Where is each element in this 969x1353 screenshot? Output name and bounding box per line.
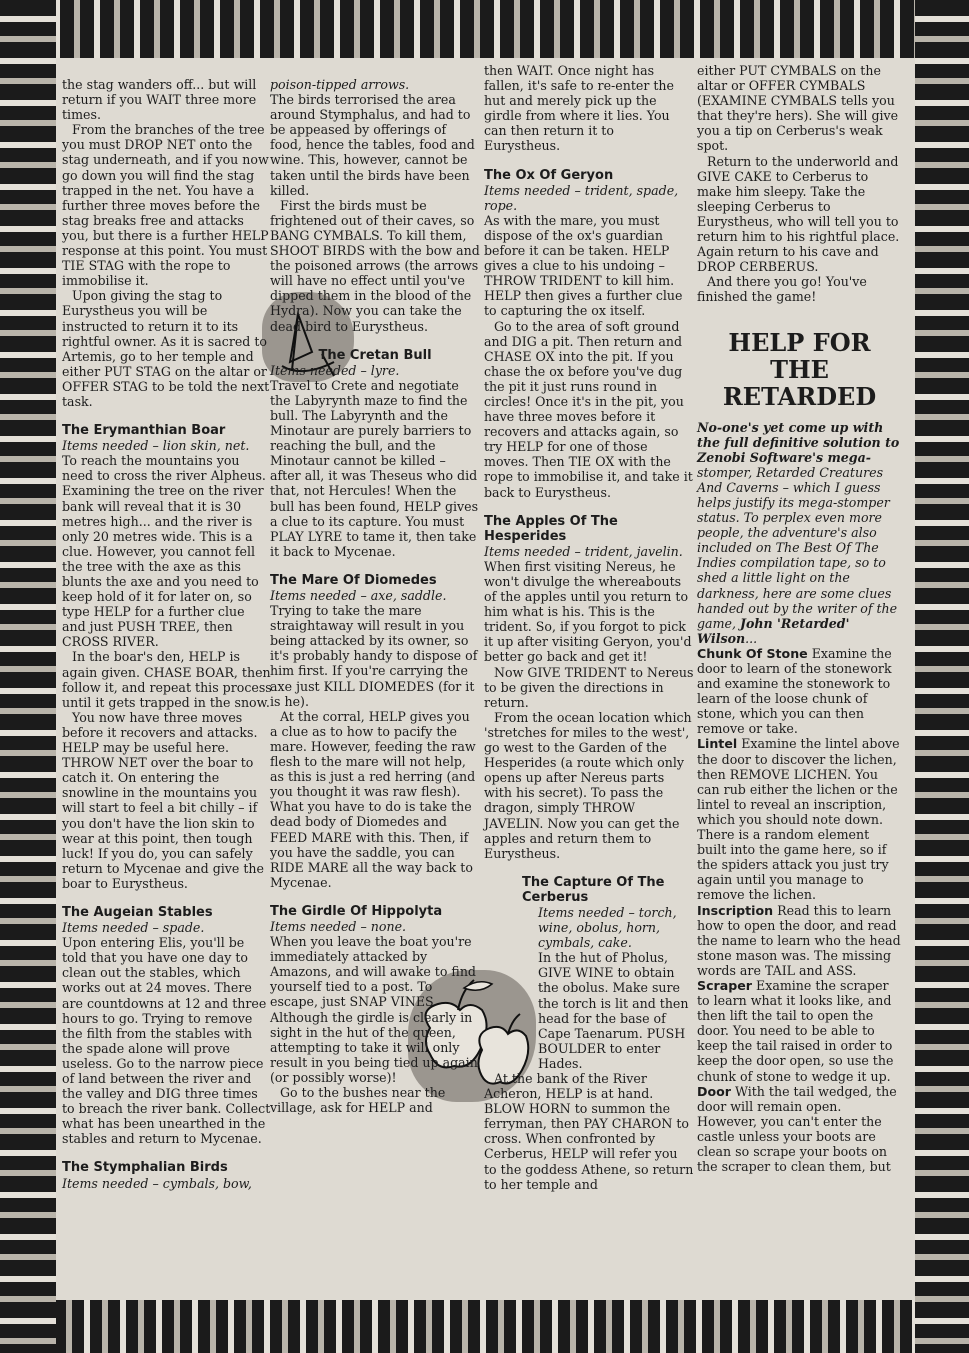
intro-ellipsis: ... xyxy=(745,630,758,646)
intro-paragraph xyxy=(697,420,902,646)
column-3 xyxy=(484,63,694,1192)
paragraph: From the branches of the tree you must DROP NET onto the stag underneath, and if you now go down you will find the stag trapped in the net. You have a further three moves before the stag breaks free and attacks you, but there is a further HELP response at this point. You must TIE STAG with the rope to immobilise it. xyxy=(62,122,269,289)
section-heading-cerberus: The Capture Of The Cerberus xyxy=(522,874,665,905)
paragraph: At the corral, HELP gives you a clue as to how to pacify the mare. However, feeding the raw flesh to the mare will not help, as this is just a red herring (and you thought it was raw flesh). What you have to do is take the dead body of Diomedes and FEED MARE with this. Then, if you have the saddle, you can RIDE MARE all the way back to Mycenae. xyxy=(270,708,476,890)
section-heading-girdle: The Girdle Of Hippolyta xyxy=(270,903,443,919)
paragraph: either PUT CYMBALS on the altar or OFFER CYMBALS (EXAMINE CYMBALS tells you that they're hers). She will give you a tip on Cerberus's weak spot. xyxy=(697,63,899,154)
section-heading-bull: The Cretan Bull xyxy=(318,347,432,363)
paragraph: then WAIT. Once night has fallen, it's safe to re-enter the hut and merely pick up the girdle from where it lies. You can then return it to Eurystheus. xyxy=(484,63,675,154)
paragraph: When first visiting Nereus, he won't divulge the whereabouts of the apples until you return to him what is his. This is the trident. So, if you forgot to pick it up after visiting Geryon, you'd better go back and get it! xyxy=(484,558,692,665)
clue-scraper xyxy=(697,978,902,1084)
clue-lintel xyxy=(697,736,902,902)
paragraph: Go to the area of soft ground and DIG a pit. Then return and CHASE OX into the pit. If you chase the ox before you've dug the pit it just runs round in circles! Once it's in the pit, you have three moves before it recovers and attacks again, so try HELP for one of those moves. Then TIE OX with the rope to immobilise it, and take it back to Eurystheus. xyxy=(484,318,693,500)
paragraph: Now GIVE TRIDENT to Nereus to be given the directions in return. xyxy=(484,664,694,710)
clue-inscription xyxy=(697,903,902,978)
items-needed: poison-tipped arrows. xyxy=(270,77,410,92)
clue-text: With the tail wedged, the door will remain open. However, you can't enter the castle unless your boots are clean so scrape your boots on the scraper to clean them, but xyxy=(697,1083,897,1175)
paragraph: Return to the underworld and GIVE CAKE to Cerberus to make him sleepy. Take the sleeping Cerberus to Eurystheus, who will tell you to return him to his rightful place. Again return to his cave and DROP CERBERUS. xyxy=(697,153,900,275)
decorative-border-top xyxy=(0,0,969,58)
clue-heading: Scraper xyxy=(697,977,753,993)
paragraph: the stag wanders off... but will return if you WAIT three more times. xyxy=(62,77,257,123)
paragraph: Travel to Crete and negotiate the Labyrynth maze to find the bull. The Labyrynth and the Minotaur are purely barriers to reaching the bull, and the Minotaur cannot be killed – after all, it was Theseus who did that, not Hercules! When the bull has been found, HELP gives a clue to its capture. You must PLAY LYRE to tame it, then take it back to Mycenae. xyxy=(270,377,479,559)
intro-author: John 'Retarded' Wilson xyxy=(697,615,850,646)
paragraph: In the hut of Pholus, GIVE WINE to obtain the obolus. Make sure the torch is lit and then head for the base of Cape Taenarum. PUSH BOULDER to enter Hades. xyxy=(538,950,689,1071)
paragraph: As with the mare, you must dispose of the ox's guardian before it can be taken. HELP gives a clue to his undoing – THROW TRIDENT to kill him. HELP then gives a further clue to capturing the ox itself. xyxy=(484,212,683,319)
column-2 xyxy=(270,77,480,1115)
column-1 xyxy=(62,77,272,1191)
items-needed: Items needed – spade. xyxy=(62,920,205,936)
clue-text: Examine the lintel above the door to discover the lichen, then REMOVE LICHEN. You can rub either the lichen or the lintel to reveal an inscription, which you should note down. There is a random element built into the game here, so if the spiders attack you just try again until you manage to remove the lichen. xyxy=(697,736,900,903)
section-heading-boar: The Erymanthian Boar xyxy=(62,423,226,439)
paragraph: You now have three moves before it recovers and attacks. HELP may be useful here. THROW NET over the boar to catch it. On entering the snowline in the mountains you will start to feel a bit chilly – if you don't have the lion skin to wear at this point, then tough luck! If you do, you can safely return to Mycenae and give the boar to Eurystheus. xyxy=(62,709,264,891)
clue-text: Examine the door to learn of the stonework and examine the stonework to learn of the loose chunk of stone, which you can then remove or take. xyxy=(697,645,892,737)
section-heading-ox: The Ox Of Geryon xyxy=(484,167,614,183)
intro-body: stomper, Retarded Creatures And Caverns – which I guess helps justify its mega-stomper status. To perplex even more people, the adventure's also included on The Best Of The Indies compilation tape, so to shed a little light on the darkness, here are some clues handed out by the writer of the game, xyxy=(697,464,898,631)
paragraph: Go to the bushes near the village, ask for HELP and xyxy=(270,1085,446,1116)
items-needed: Items needed – trident, spade, rope. xyxy=(484,182,679,213)
paragraph: Upon giving the stag to Eurystheus you will be instructed to return it to its rightful owner. As it is sacred to Artemis, go to her temple and either PUT STAG on the altar or OFFER STAG to be told the next task. xyxy=(62,288,270,409)
items-needed: Items needed – cymbals, bow, xyxy=(62,1175,252,1191)
decorative-border-bottom xyxy=(0,1300,969,1353)
paragraph: When you leave the boat you're immediately attacked by Amazons, and will awake to find yourself tied to a post. To escape, just SNAP VINES. Although the girdle is clearly in sight in the hut of the queen, attempting to take it will only result in you being tied up again (or possibly worse)! xyxy=(270,934,478,1085)
paragraph: At the bank of the River Acheron, HELP is at hand. BLOW HORN to summon the ferryman, then PAY CHARON to cross. When confronted by Cerberus, HELP will refer you to the goddess Athene, so return to her temple and xyxy=(484,1071,694,1192)
section-heading-apples: The Apples Of The Hesperides xyxy=(484,513,618,544)
column-4 xyxy=(697,63,902,1174)
items-needed: Items needed – torch, wine, obolus, horn, cymbals, cake. xyxy=(538,904,677,951)
paragraph: And there you go! You've finished the game! xyxy=(697,274,867,305)
paragraph: First the birds must be frightened out of their caves, so BANG CYMBALS. To kill them, SHOOT BIRDS with the bow and the poisoned arrows (the arrows will have no effect until you've dipped them in the blood of the Hydra). Now you can take the dead bird to Eurystheus. xyxy=(270,197,480,334)
clue-chunk-of-stone xyxy=(697,646,902,737)
paragraph: Trying to take the mare straightaway will result in you being attacked by its owner, so it's probably handy to dispose of him first. If you're carrying the axe just KILL DIOMEDES (for it is he). xyxy=(270,603,478,709)
intro-bold: No-one's yet come up with the full definitive solution to Zenobi Software's mega- xyxy=(697,419,900,465)
clue-heading: Inscription xyxy=(697,902,774,918)
paragraph: The birds terrorised the area around Stymphalus, and had to be appeased by offerings of food, hence the tables, food and wine. This, however, cannot be taken until the birds have been killed. xyxy=(270,92,475,198)
paragraph: Upon entering Elis, you'll be told that you have one day to clean out the stables, which works out at 24 moves. There are countdowns at 12 and three hours to go. Trying to remove the filth from the stables with the spade alone will prove useless. Go to the narrow piece of land between the river and the valley and DIG three times to breach the river bank. Collect what has been unearthed in the stables and return to Mycenae. xyxy=(62,935,271,1147)
items-needed: Items needed – lyre. xyxy=(270,362,400,378)
clue-text: Examine the scraper to learn what it looks like, and then lift the tail to open the door. You need to be able to keep the tail raised in order to keep the door open, so use the chunk of stone to wedge it up. xyxy=(697,977,894,1084)
clue-heading: Lintel xyxy=(697,736,738,752)
clue-door xyxy=(697,1084,902,1175)
decorative-border-left xyxy=(0,0,56,1353)
feature-title: HELP FOR THE RETARDED xyxy=(722,327,877,411)
paragraph: To reach the mountains you need to cross the river Alpheus. Examining the tree on the river bank will reveal that it is 30 metres high... and the river is only 20 metres wide. This is a clue. However, you cannot fell the tree with the axe as this blunts the axe and you need to keep hold of it for later on, so type HELP for a further clue and just PUSH TREE, then CROSS RIVER. xyxy=(62,453,266,650)
clue-heading: Door xyxy=(697,1083,731,1099)
paragraph: From the ocean location which 'stretches for miles to the west', go west to the Garden of the Hesperides (a route which only opens up after Nereus parts with his secret). To pass the dragon, simply THROW JAVELIN. Now you can get the apples and return them to Eurystheus. xyxy=(484,709,692,861)
decorative-border-right xyxy=(915,0,969,1353)
section-heading-mare: The Mare Of Diomedes xyxy=(270,572,437,588)
clue-heading: Chunk Of Stone xyxy=(697,645,808,661)
items-needed: Items needed – trident, javelin. xyxy=(484,543,683,559)
clue-text: Read this to learn how to open the door, and read the name to learn who the head stone mason was. The missing words are TAIL and ASS. xyxy=(697,902,901,978)
items-needed: Items needed – none. xyxy=(270,918,407,934)
items-needed: Items needed – lion skin, net. xyxy=(62,438,250,454)
section-heading-stables: The Augeian Stables xyxy=(62,904,213,920)
section-heading-birds: The Stymphalian Birds xyxy=(62,1160,228,1176)
items-needed: Items needed – axe, saddle. xyxy=(270,588,447,603)
paragraph: In the boar's den, HELP is again given. CHASE BOAR, then follow it, and repeat this process until it gets trapped in the snow. xyxy=(62,649,272,710)
